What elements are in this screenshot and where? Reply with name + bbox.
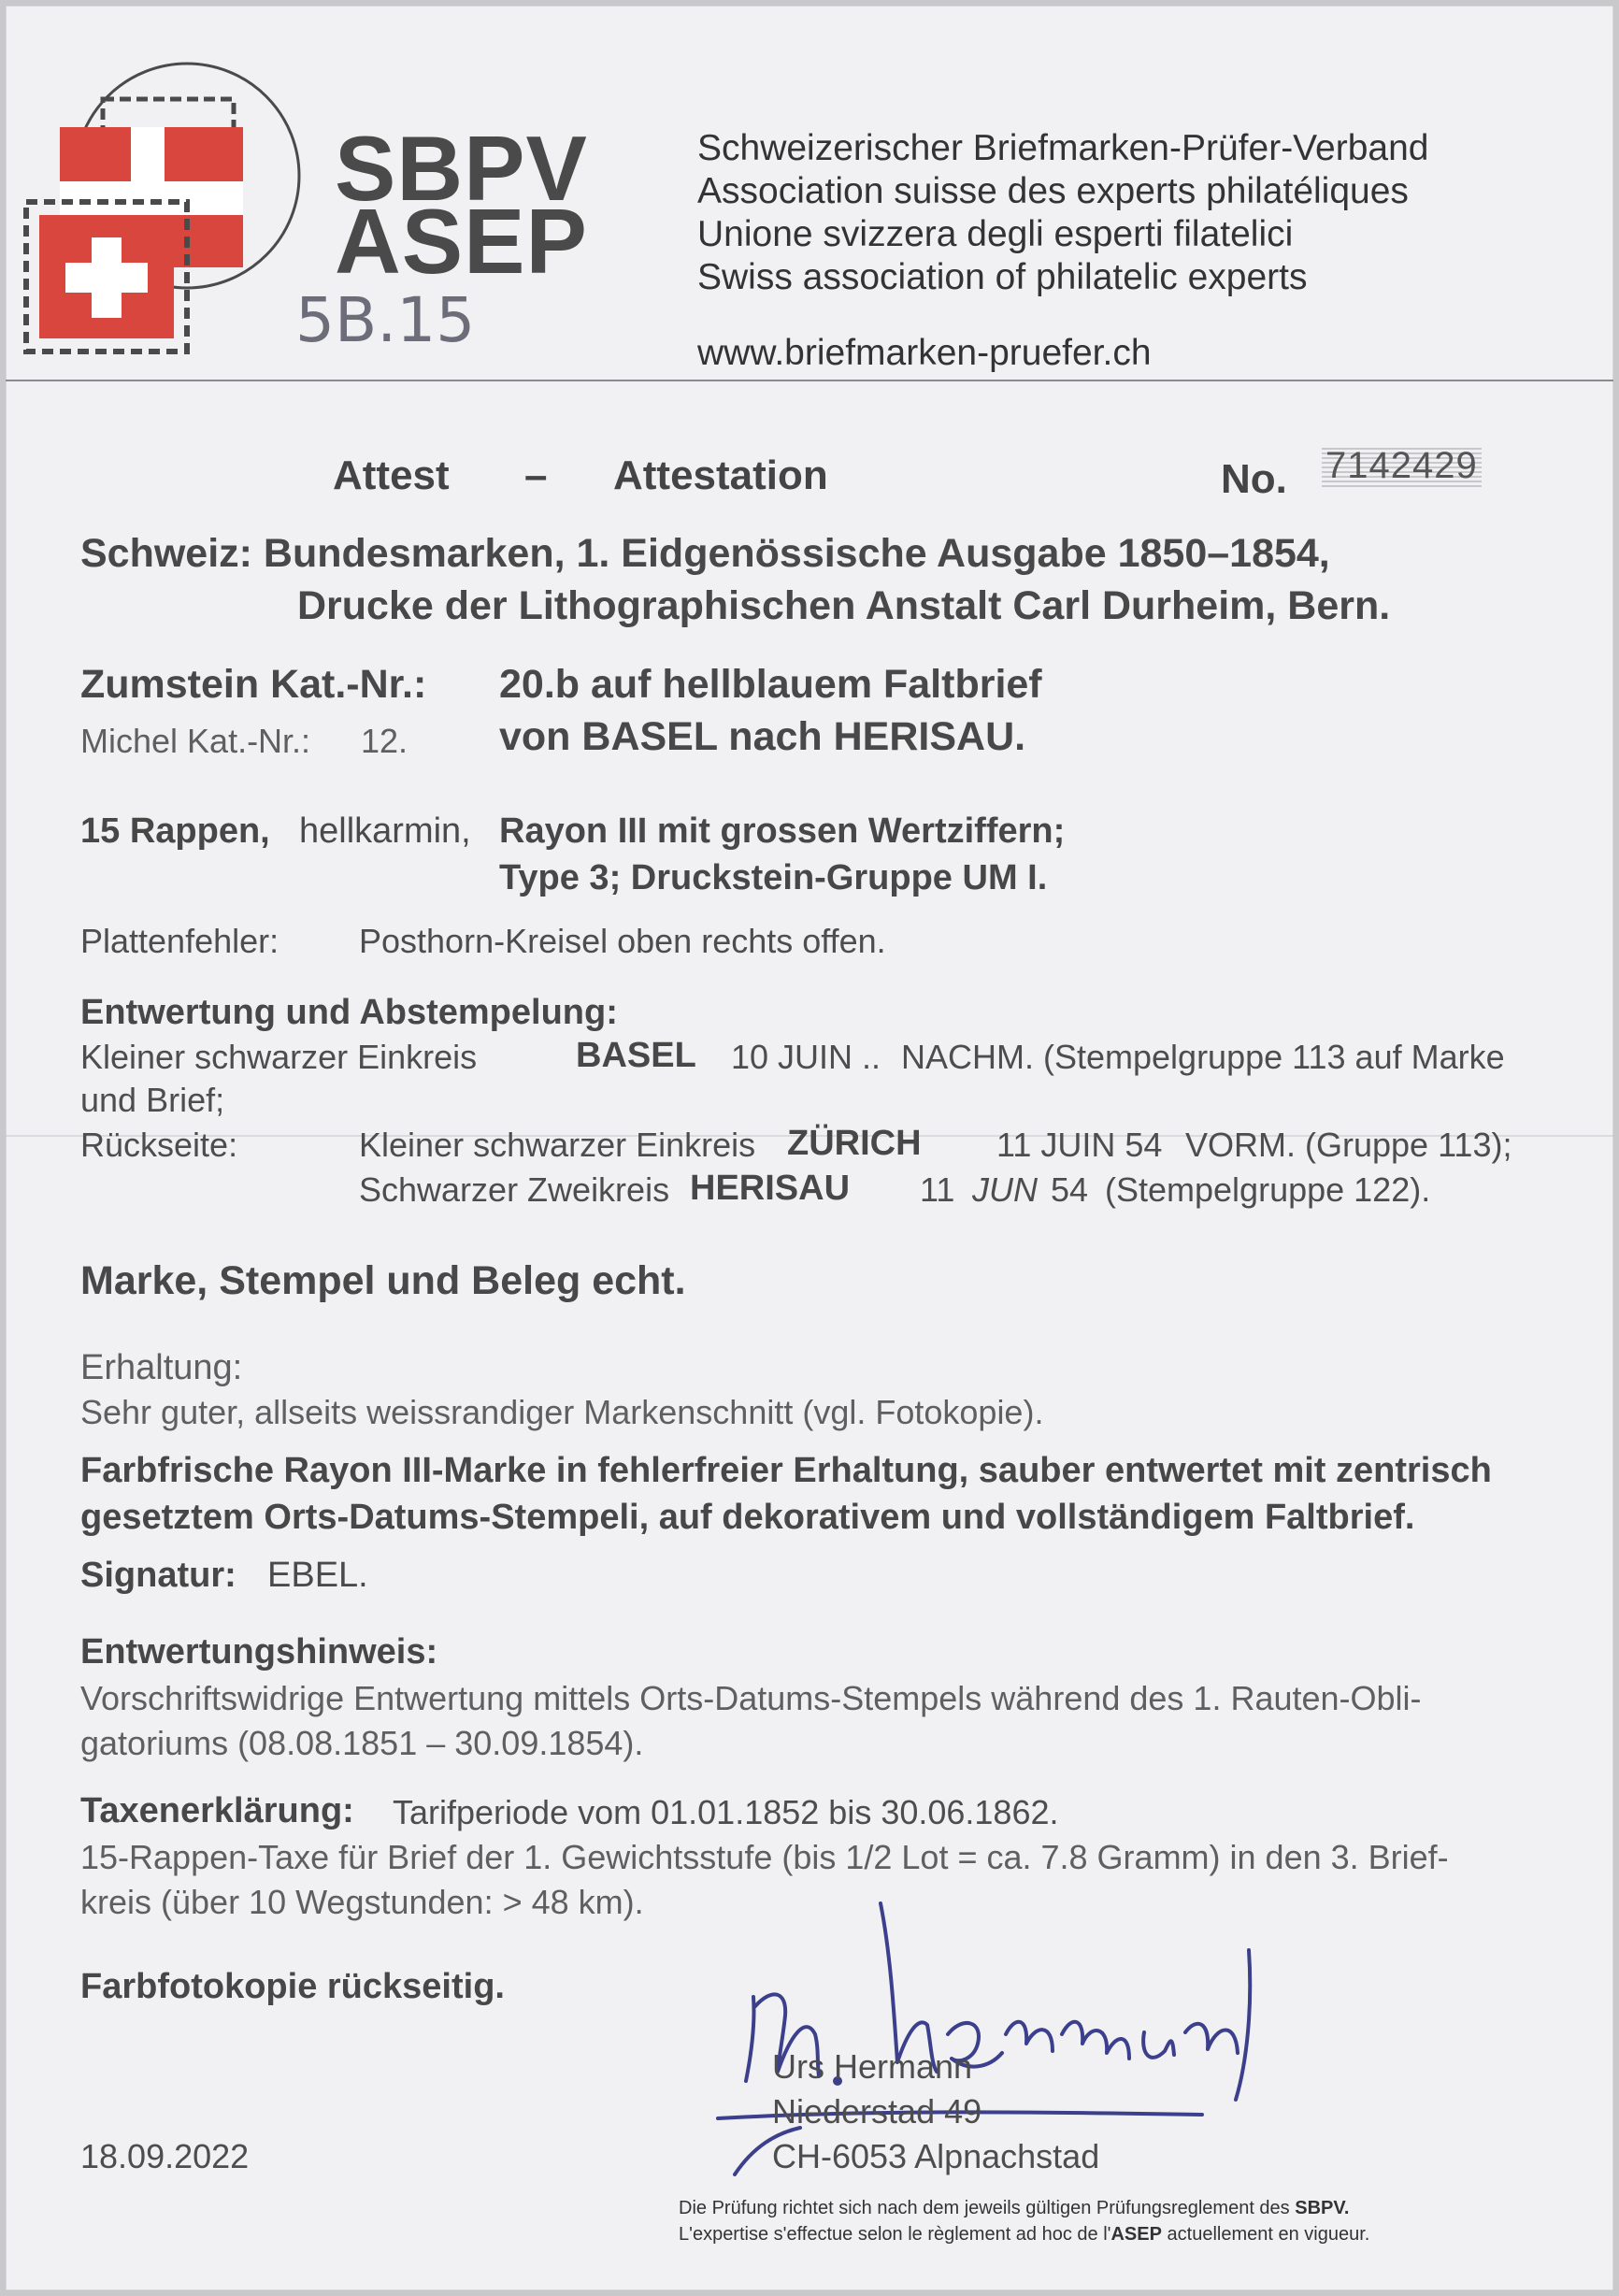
swiss-stamp-logo-icon [11, 62, 329, 370]
tax-line1: 15-Rappen-Taxe für Brief der 1. Gewichtsstufe (bis 1/2 Lot = ca. 7.8 Gramm) in den 3. Brief- [80, 1838, 1449, 1876]
note-heading: Entwertungshinweis: [80, 1632, 438, 1672]
expert-name: Urs Hermann [772, 2047, 973, 2086]
cancellation-heading: Entwertung und Abstempelung: [80, 993, 618, 1032]
title-attestation: Attestation [613, 452, 828, 498]
cancel-l1c: und Brief; [80, 1081, 225, 1119]
footer-sbpv: SBPV. [1295, 2198, 1350, 2218]
plate-error-value: Posthorn-Kreisel oben rechts offen. [359, 922, 886, 960]
subject-line2: Drucke der Lithographischen Anstalt Carl Durheim, Bern. [297, 583, 1391, 628]
verdict: Marke, Stempel und Beleg echt. [80, 1258, 686, 1303]
stamp-desc2: Type 3; Druckstein-Gruppe UM I. [499, 858, 1048, 897]
expert-street: Niederstad 49 [772, 2092, 982, 2131]
expert-city: CH-6053 Alpnachstad [772, 2137, 1100, 2175]
cancel-l2b: VORM. (Gruppe 113); [1185, 1126, 1512, 1164]
condition-bold1: Farbfrische Rayon III-Marke in fehlerfreier Erhaltung, sauber entwertet mit zentrisch [80, 1451, 1492, 1490]
handwritten-code: 5B.15 [295, 284, 476, 356]
footer-line1-text: Die Prüfung richtet sich nach dem jeweils gültigen Prüfungsreglement des [679, 2198, 1290, 2218]
cancel-l3-city: HERISAU [690, 1169, 851, 1208]
subject-line1: Schweiz: Bundesmarken, 1. Eidgenössische Ausgabe 1850–1854, [80, 531, 1330, 576]
signature-label: Signatur: [80, 1556, 236, 1595]
cancel-l3-month: JUN [972, 1170, 1038, 1209]
association-it: Unione svizzera degli esperti filatelici [697, 214, 1294, 254]
condition-bold2: gesetztem Orts-Datums-Stempeli, auf dekorativem und vollständigem Faltbrief. [80, 1498, 1415, 1537]
logo-asep: ASEP [335, 190, 588, 293]
title-dash: – [524, 452, 548, 498]
footer-line2-text: L'expertise s'effectue selon le règlement ad hoc de l' [679, 2224, 1111, 2245]
association-fr: Association suisse des experts philatéliques [697, 171, 1409, 211]
header-divider [6, 380, 1613, 381]
attest-page [6, 6, 1613, 2290]
note-line2: gatoriums (08.08.1851 – 30.09.1854). [80, 1724, 644, 1762]
association-en: Swiss association of philatelic experts [697, 257, 1308, 297]
cancel-l1-city: BASEL [576, 1036, 696, 1075]
cancel-l3a: Schwarzer Zweikreis [359, 1170, 670, 1209]
tax-label: Taxenerklärung: [80, 1791, 354, 1830]
footer-asep: ASEP [1110, 2224, 1162, 2245]
cancel-l2-date: 11 JUIN 54 [996, 1126, 1163, 1164]
stamp-desc1: Rayon III mit grossen Wertziffern; [499, 811, 1066, 851]
website: www.briefmarken-pruefer.ch [697, 333, 1152, 373]
footer-line1 [679, 2198, 1349, 2219]
stamp-value: 15 Rappen, [80, 811, 270, 851]
cancel-l2-city: ZÜRICH [787, 1124, 922, 1163]
logo-sbpv: SBPV [335, 117, 588, 220]
footer-line2 [679, 2224, 1369, 2246]
footer-line2-tail: actuellement en vigueur. [1167, 2224, 1370, 2245]
association-de: Schweizerischer Briefmarken-Prüfer-Verband [697, 128, 1429, 168]
photocopy-note: Farbfotokopie rückseitig. [80, 1967, 505, 2006]
note-line1: Vorschriftswidrige Entwertung mittels Orts-Datums-Stempels während des 1. Rauten-Obli- [80, 1679, 1422, 1717]
back-label: Rückseite: [80, 1126, 238, 1164]
cancel-l3b: (Stempelgruppe 122). [1105, 1170, 1431, 1209]
tax-period: Tarifperiode vom 01.01.1852 bis 30.06.1862. [393, 1793, 1059, 1831]
plate-error-label: Plattenfehler: [80, 922, 279, 960]
cancel-l2a: Kleiner schwarzer Einkreis [359, 1126, 756, 1164]
certificate-number: 7142429 [1322, 445, 1482, 487]
cancel-l3-year: 54 [1051, 1170, 1089, 1209]
cancel-l3-day: 11 [920, 1170, 955, 1209]
michel-label: Michel Kat.-Nr.: [80, 722, 311, 760]
signature-value: EBEL. [267, 1556, 368, 1595]
cancel-l1a: Kleiner schwarzer Einkreis [80, 1038, 478, 1076]
tax-line2: kreis (über 10 Wegstunden: > 48 km). [80, 1883, 644, 1921]
title-attest: Attest [333, 452, 450, 498]
stamp-color: hellkarmin, [299, 811, 471, 851]
cancel-l1b: NACHM. (Stempelgruppe 113 auf Marke [901, 1038, 1505, 1076]
condition-text: Sehr guter, allseits weissrandiger Markenschnitt (vgl. Fotokopie). [80, 1393, 1044, 1431]
condition-heading: Erhaltung: [80, 1348, 243, 1387]
zumstein-value: 20.b auf hellblauem Faltbrief [499, 662, 1042, 707]
zumstein-label: Zumstein Kat.-Nr.: [80, 662, 427, 707]
michel-value: 12. [361, 722, 408, 760]
number-label: No. [1221, 456, 1287, 502]
route: von BASEL nach HERISAU. [499, 714, 1026, 759]
cancel-l1-date: 10 JUIN .. [731, 1038, 881, 1076]
issue-date: 18.09.2022 [80, 2137, 250, 2175]
